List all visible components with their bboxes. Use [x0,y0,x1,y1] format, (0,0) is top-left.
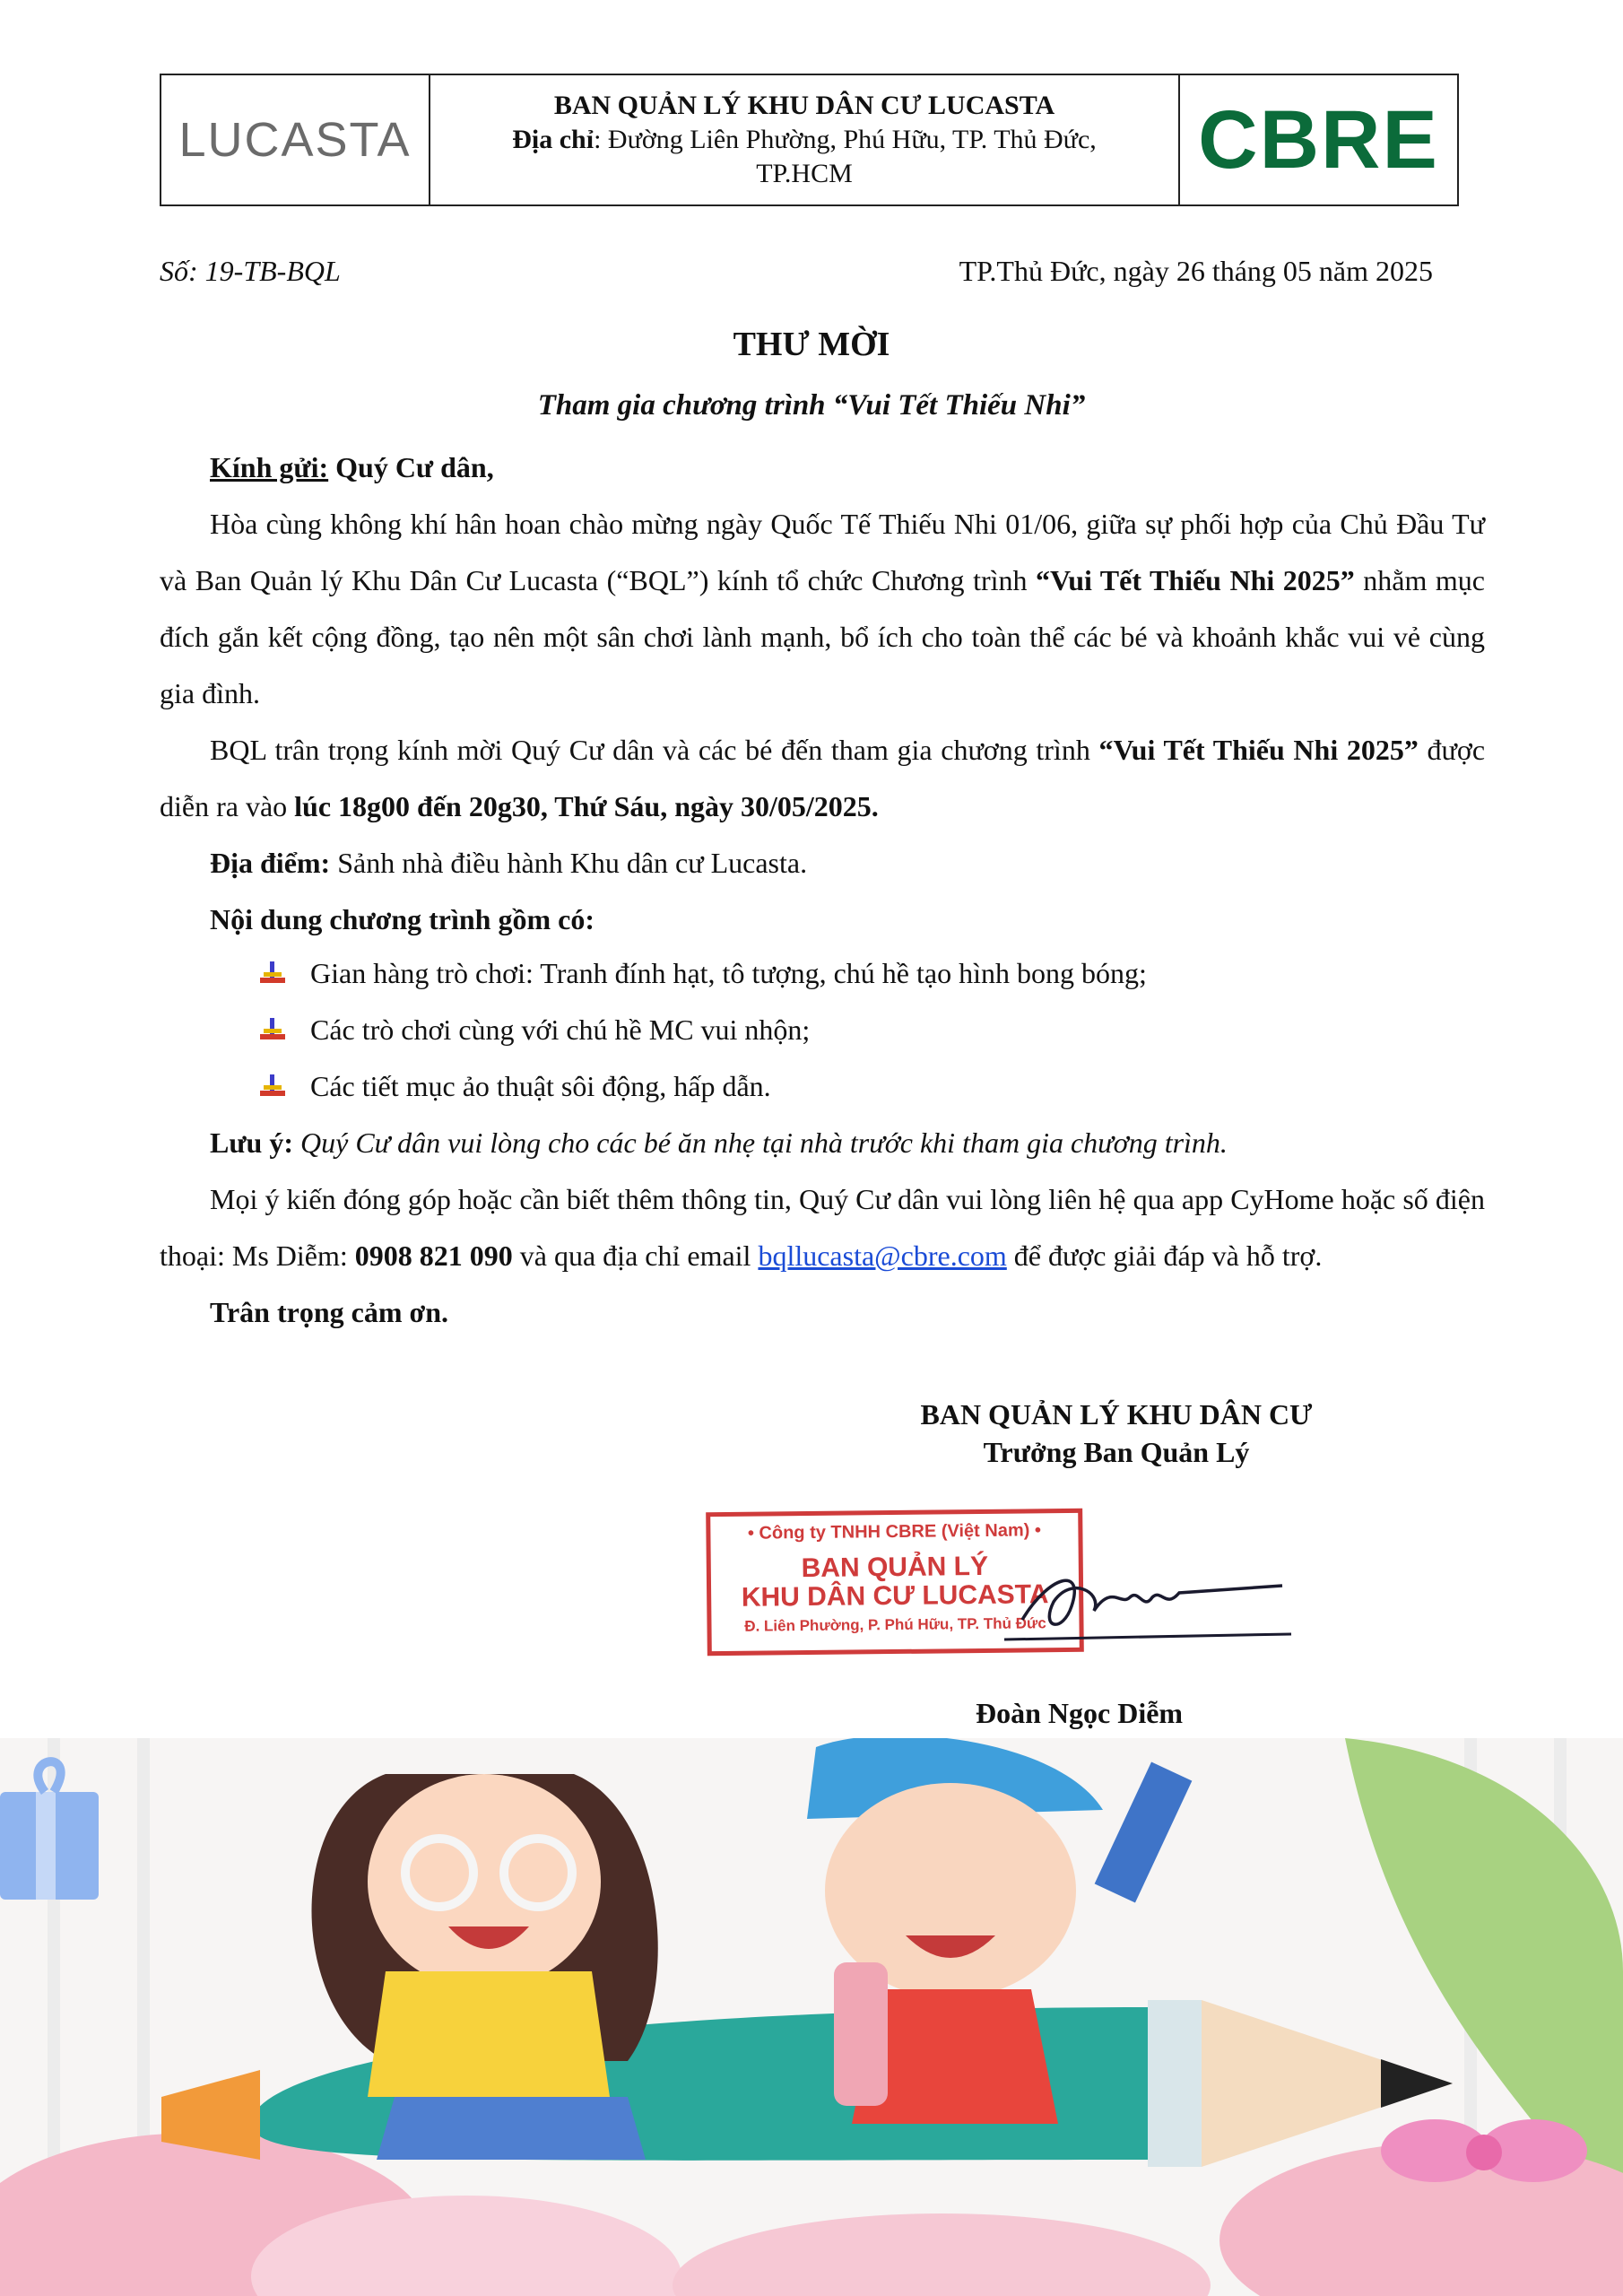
bullet-arrow-icon [260,1074,285,1100]
list-item-text: Các tiết mục ảo thuật sôi động, hấp dẫn. [310,1070,771,1102]
location-label: Địa điểm: [210,847,331,879]
para2-text-b: được diễn ra vào [160,734,1486,822]
children-illustration [0,1738,1623,2296]
para1-text-a: Hòa cùng không khí hân hoan chào mừng ngày Quốc Tế Thiếu Nhi 01/06, giữa sự phối hợp của Chủ Đầu Tư và Ban Quản lý Khu Dân Cư Lucasta (“BQL”) kính tổ chức Chương trình [160,508,1485,596]
para2-bold-b: lúc 18g00 đến 20g30, Thứ Sáu, ngày 30/05/2025. [294,790,879,822]
para1-bold: “Vui Tết Thiếu Nhi 2025” [1036,564,1355,596]
stamp-line-4: Đ. Liên Phường, P. Phú Hữu, TP. Thủ Đức [744,1614,1046,1635]
list-item [260,945,1147,1002]
content-heading: Nội dung chương trình gồm có: [210,903,595,935]
lucasta-logo [161,75,430,204]
address-label: Địa chỉ [512,125,595,154]
para2-text-a: BQL trân trọng kính mời Quý Cư dân và các bé đến tham gia chương trình [210,734,1099,766]
org-address [512,123,1097,157]
paragraph-2 [160,722,1485,835]
contact-paragraph [160,1171,1485,1284]
note-value: Quý Cư dân vui lòng cho các bé ăn nhẹ tại nhà trước khi tham gia chương trình. [293,1126,1228,1159]
contact-phone: 0908 821 090 [354,1239,513,1272]
signature-block [843,1396,1390,1471]
org-info [430,75,1180,204]
para1-text-b: nhằm mục đích gắn kết cộng đồng, tạo nên một sân chơi lành mạnh, bổ ích cho toàn thể các bé và khoảnh khắc vui vẻ cùng gia đình. [160,564,1486,709]
signature-role: Trưởng Ban Quản Lý [983,1436,1250,1468]
letter-title: THƯ MỜI [733,326,890,363]
stamp-line-3: KHU DÂN CƯ LUCASTA [741,1579,1049,1613]
paragraph-1 [160,496,1485,722]
bullet-arrow-icon [260,961,285,987]
email-link[interactable]: bqllucasta@cbre.com [758,1239,1007,1272]
cbre-logo-text: CBRE [1198,93,1439,186]
location [160,835,1485,891]
letter-body [160,439,1485,948]
document-date: TP.Thủ Đức, ngày 26 tháng 05 năm 2025 [959,255,1433,287]
address-value: : Đường Liên Phường, Phú Hữu, TP. Thủ Đức, [594,125,1097,154]
list-item [260,1058,1147,1115]
content-list [260,945,1147,1115]
bullet-arrow-icon [260,1018,285,1043]
signature-org: BAN QUẢN LÝ KHU DÂN CƯ [920,1398,1313,1431]
document-number: Số: 19-TB-BQL [160,255,341,287]
letter-subtitle: Tham gia chương trình “Vui Tết Thiếu Nhi” [537,389,1086,422]
contact-text-c: để được giải đáp và hỗ trợ. [1006,1239,1323,1272]
letter-body-lower [160,1115,1485,1341]
contact-text-a: Mọi ý kiến đóng góp hoặc cần biết thêm thông tin, Quý Cư dân vui lòng liên hệ qua app CyHome hoặc số điện thoại: Ms Diễm: [160,1183,1485,1272]
note [160,1115,1485,1171]
stamp-line-1: • Công ty TNHH CBRE (Việt Nam) • [747,1520,1042,1544]
greeting-label: Kính gửi: [210,451,329,483]
handwritten-signature [986,1557,1309,1656]
cbre-logo [1180,75,1457,204]
lucasta-logo-text: LUCASTA [178,113,412,167]
greeting [160,439,1485,496]
stamp-line-2: BAN QUẢN LÝ [801,1551,989,1584]
list-item [260,1002,1147,1058]
address-city: TP.HCM [756,159,853,188]
location-value: Sảnh nhà điều hành Khu dân cư Lucasta. [330,847,808,879]
letterhead [160,74,1459,206]
note-label: Lưu ý: [210,1126,293,1159]
thanks: Trân trọng cảm ơn. [210,1296,448,1328]
contact-text-b: và qua địa chỉ email [512,1239,759,1272]
greeting-value: Quý Cư dân, [328,451,494,483]
para2-bold-a: “Vui Tết Thiếu Nhi 2025” [1098,734,1419,766]
signer-name: Đoàn Ngọc Diễm [976,1697,1184,1729]
list-item-text: Các trò chơi cùng với chú hề MC vui nhộn; [310,1013,811,1046]
org-title: BAN QUẢN LÝ KHU DÂN CƯ LUCASTA [553,91,1055,120]
list-item-text: Gian hàng trò chơi: Tranh đính hạt, tô tượng, chú hề tạo hình bong bóng; [310,957,1147,989]
